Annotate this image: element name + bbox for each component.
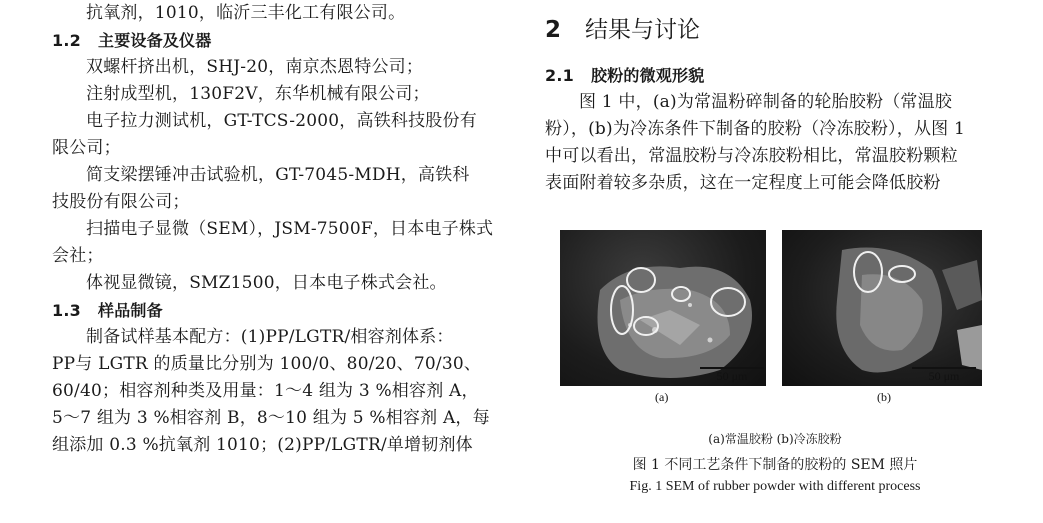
text-line: 双螺杆挤出机，SHJ-20，南京杰恩特公司； — [86, 57, 424, 77]
text-line: 会社； — [52, 246, 104, 266]
left-column — [52, 0, 510, 459]
text-line: 粉），(b)为冷冻条件下制备的胶粉（冷冻胶粉），从图 1 — [545, 119, 965, 139]
text-line: 体视显微镜，SMZ1500，日本电子株式会社。 — [86, 273, 447, 293]
subsection-title: 胶粉的微观形貌 — [591, 66, 705, 85]
subsection-title: 样品制备 — [98, 301, 163, 320]
figure-caption-chinese: 图 1 不同工艺条件下制备的胶粉的 SEM 照片 — [632, 457, 918, 473]
text-line: 60/40；相容剂种类及用量：1～4 组为 3 %相容剂 A， — [52, 381, 479, 401]
text-line: 技股份有限公司； — [52, 192, 190, 212]
text-line: 抗氧剂，1010，临沂三丰化工有限公司。 — [86, 3, 406, 23]
subsection-heading — [545, 62, 1005, 89]
text-line: 中可以看出，常温胶粉与冷冻胶粉相比，常温胶粉颗粒 — [545, 146, 958, 166]
scale-bar-a: 50 μm — [700, 367, 764, 384]
text-line: 制备试样基本配方：(1)PP/LGTR/相容剂体系： — [86, 327, 454, 347]
subsection-number: 1.3 — [52, 301, 81, 320]
sem-image-b — [782, 230, 982, 386]
section-title: 结果与讨论 — [585, 17, 700, 43]
sem-figure — [560, 228, 980, 408]
text-line: 注射成型机，130F2V，东华机械有限公司； — [86, 84, 430, 104]
sem-micrograph-a — [560, 230, 766, 386]
text-line: 限公司； — [52, 138, 121, 158]
subsection-title: 主要设备及仪器 — [98, 31, 212, 50]
text-line: 图 1 中，(a)为常温粉碎制备的轮胎胶粉（常温胶 — [579, 92, 953, 112]
text-line: 简支梁摆锤冲击试验机，GT-7045-MDH，高铁科 — [86, 165, 470, 185]
subsection-heading — [52, 27, 510, 54]
sem-image-a — [560, 230, 766, 386]
figure-caption-english: Fig. 1 SEM of rubber powder with different process — [629, 479, 921, 494]
scale-bar-b: 50 μm — [912, 367, 976, 384]
text-line: PP与 LGTR 的质量比分别为 100/0、80/20、70/30、 — [52, 354, 482, 374]
text-line: 5～7 组为 3 %相容剂 B，8～10 组为 5 %相容剂 A，每 — [52, 408, 490, 428]
figure-subcaption: (a)常温胶粉 (b)冷冻胶粉 — [708, 432, 842, 446]
results-paragraph — [545, 89, 1005, 197]
text-line: 电子拉力测试机，GT-TCS-2000，高铁科技股份有 — [86, 111, 477, 131]
text-line: 表面附着较多杂质，这在一定程度上可能会降低胶粉 — [545, 173, 941, 193]
panel-label-b: (b) — [877, 390, 891, 404]
section-number: 2 — [545, 17, 562, 43]
text-line: 扫描电子显微（SEM），JSM-7500F，日本电子株式 — [86, 219, 494, 239]
text-line: 组添加 0.3 %抗氧剂 1010；(2)PP/LGTR/单增韧剂体 — [52, 435, 473, 455]
subsection-number: 1.2 — [52, 31, 81, 50]
sem-micrograph-b — [782, 230, 982, 386]
section-heading — [545, 12, 1005, 48]
subsection-number: 2.1 — [545, 66, 574, 85]
subsection-heading — [52, 297, 510, 324]
panel-label-a: (a) — [655, 390, 669, 404]
right-column — [545, 0, 1005, 197]
